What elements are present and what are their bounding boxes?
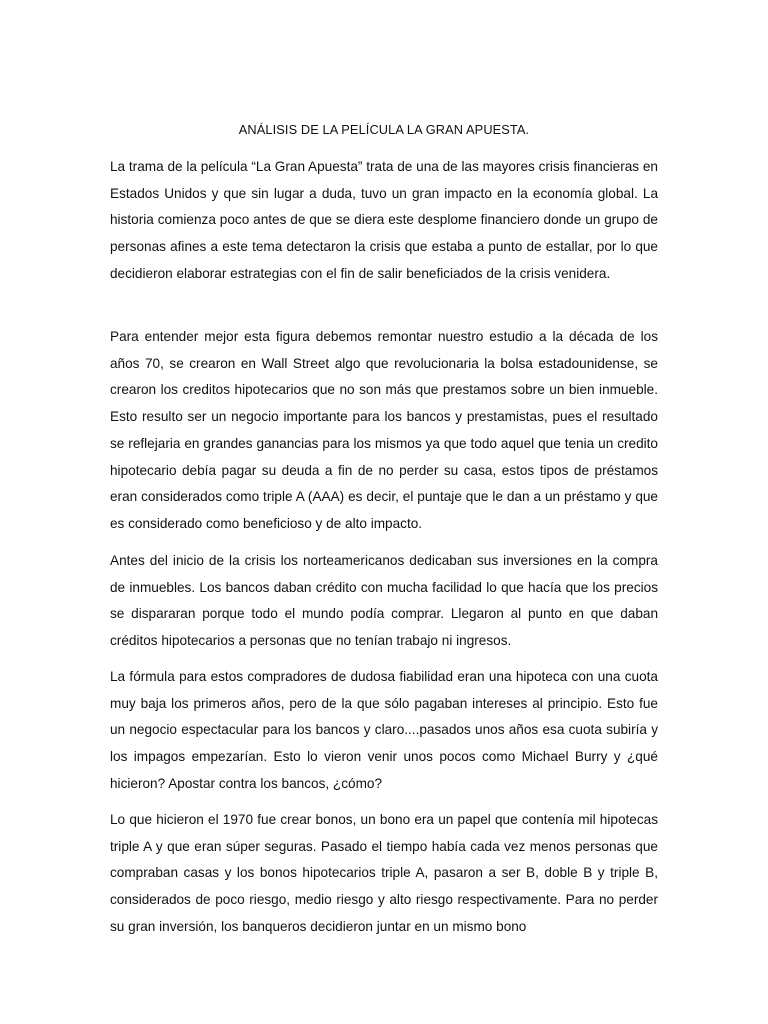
paragraph-mortgage-formula: La fórmula para estos compradores de dudosa fiabilidad eran una hipoteca con una cuota muy baja los primeros años, pero de la que sólo pagaban intereses al principio. Esto fue un negocio espectacular para los bancos y claro....pasados unos años esa cuota subiría y los impagos empezarían. Esto lo vieron venir unos pocos como Michael Burry y ¿qué hicieron? Apostar contra los bancos, ¿cómo? xyxy=(110,669,658,791)
paragraph-plot-summary: La trama de la película “La Gran Apuesta” trata de una de las mayores crisis financieras en Estados Unidos y que sin lugar a duda, tuvo un gran impacto en la economía global. La historia comienza poco antes de que se diera este desplome financiero donde un grupo de personas afines a este tema detectaron la crisis que estaba a punto de estallar, por lo que decidieron elaborar estrategias con el fin de salir beneficiados de la crisis venidera. xyxy=(110,159,658,281)
document-title: ANÁLISIS DE LA PELÍCULA LA GRAN APUESTA. xyxy=(238,122,530,137)
paragraph-bonds: Lo que hicieron el 1970 fue crear bonos, un bono era un papel que contenía mil hipotecas triple A y que eran súper seguras. Pasado el tiempo había cada vez menos personas que compraban casas y los bonos hipotecarios triple A, pasaron a ser B, doble B y triple B, considerados de poco riesgo, medio riesgo y alto riesgo respectivamente. Para no perder su gran inversión, los banqueros decidieron juntar en un mismo bono xyxy=(110,812,658,934)
paragraph-pre-crisis: Antes del inicio de la crisis los norteamericanos dedicaban sus inversiones en la compra de inmuebles. Los bancos daban crédito con mucha facilidad lo que hacía que los precios se dispararan porque todo el mundo podía comprar. Llegaron al punto en que daban créditos hipotecarios a personas que no tenían trabajo ni ingresos. xyxy=(110,553,658,649)
paragraph-mortgage-history: Para entender mejor esta figura debemos remontar nuestro estudio a la década de los años 70, se crearon en Wall Street algo que revolucionaria la bolsa estadounidense, se crearon los creditos hipotecarios que no son más que prestamos sobre un bien inmueble. Esto resulto ser un negocio importante para los bancos y prestamistas, pues el resultado se reflejaria en grandes ganancias para los mismos ya que todo aquel que tenia un credito hipotecario debía pagar su deuda a fin de no perder su casa, estos tipos de préstamos eran considerados como triple A (AAA) es decir, el puntaje que le dan a un préstamo y que es considerado como beneficioso y de alto impacto. xyxy=(110,329,658,531)
